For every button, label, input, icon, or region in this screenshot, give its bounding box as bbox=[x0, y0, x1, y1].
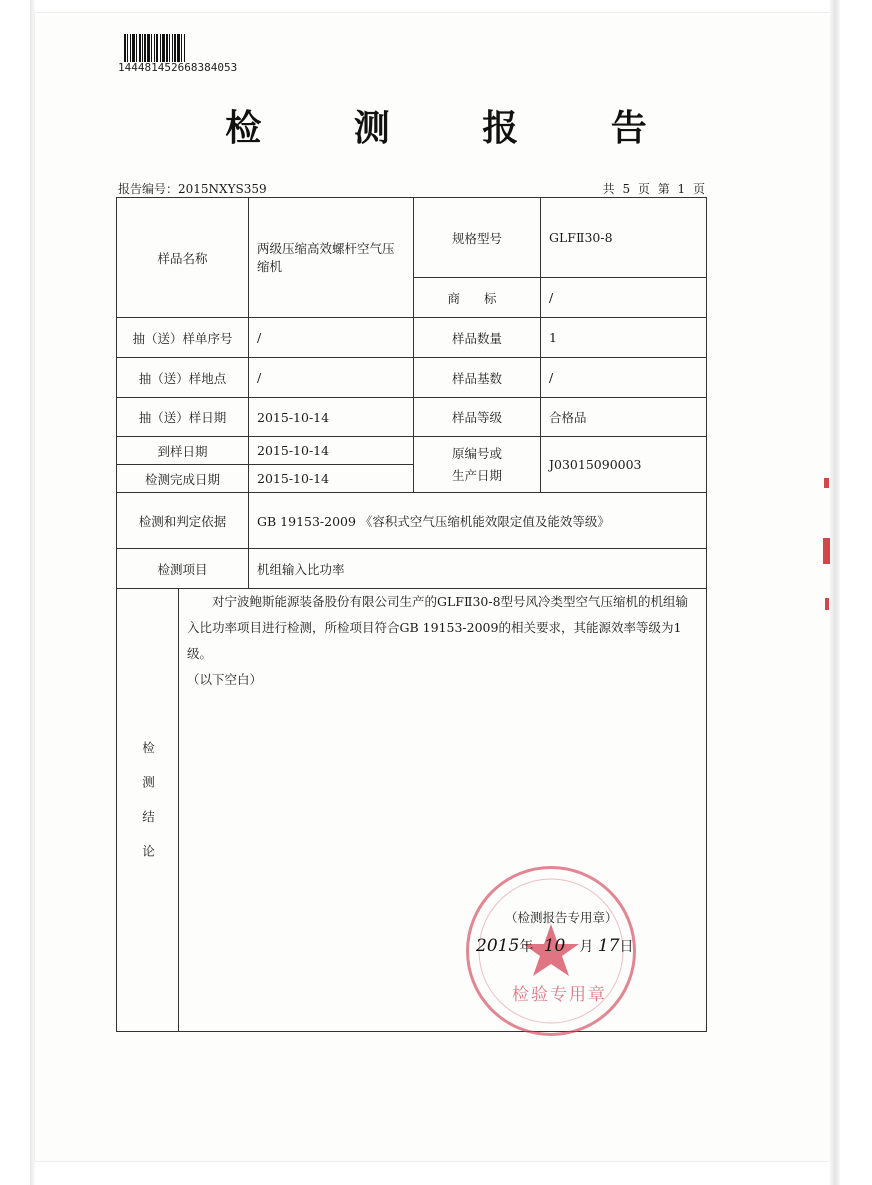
basis-label: 检测和判定依据 bbox=[117, 493, 249, 549]
report-number bbox=[118, 180, 267, 197]
done-value: 2015-10-14 bbox=[249, 465, 414, 493]
brand-label: 商 标 bbox=[414, 278, 541, 318]
barcode bbox=[124, 34, 236, 62]
done-label: 检测完成日期 bbox=[117, 465, 249, 493]
qty-value: 1 bbox=[541, 318, 707, 358]
seq-label: 抽（送）样单序号 bbox=[117, 318, 249, 358]
orig-label bbox=[414, 437, 541, 493]
date-day-char: 日 bbox=[619, 939, 634, 955]
sample-date-value: 2015-10-14 bbox=[249, 398, 414, 437]
signing-date bbox=[476, 936, 633, 956]
report-number-label: 报告编号： bbox=[118, 182, 179, 196]
conclusion-label-cell bbox=[117, 589, 179, 1032]
orig-label-line2: 生产日期 bbox=[452, 467, 503, 483]
barcode-number: 1444814526683840​53 bbox=[118, 61, 238, 74]
grade-value: 合格品 bbox=[541, 398, 707, 437]
place-value: / bbox=[249, 358, 414, 398]
brand-value: / bbox=[541, 278, 707, 318]
qty-label: 样品数量 bbox=[414, 318, 541, 358]
red-edge-marks bbox=[820, 478, 832, 638]
model-value: GLFⅡ30-8 bbox=[541, 198, 707, 278]
date-month-char: 月 bbox=[579, 939, 594, 955]
sample-name-value: 两级压缩高效螺杆空气压缩机 bbox=[249, 198, 414, 318]
model-label: 规格型号 bbox=[414, 198, 541, 278]
place-label: 抽（送）样地点 bbox=[117, 358, 249, 398]
seq-value: / bbox=[249, 318, 414, 358]
date-day: 17 bbox=[597, 936, 620, 956]
item-value: 机组输入比功率 bbox=[249, 549, 707, 589]
sample-date-label: 抽（送）样日期 bbox=[117, 398, 249, 437]
page-info: 共 5 页 第 1 页 bbox=[602, 182, 705, 196]
conclusion-label: 检测结论 bbox=[140, 741, 156, 879]
base-label: 样品基数 bbox=[414, 358, 541, 398]
report-number-value: 2015NXYS359 bbox=[178, 182, 267, 196]
arrive-value: 2015-10-14 bbox=[249, 437, 414, 465]
seal-subtext: 检验专用章 bbox=[512, 985, 607, 1005]
sample-name-label: 样品名称 bbox=[117, 198, 249, 318]
item-label: 检测项目 bbox=[117, 549, 249, 589]
date-month: 10 bbox=[543, 936, 566, 956]
arrive-label: 到样日期 bbox=[117, 437, 249, 465]
orig-label-line1: 原编号或 bbox=[452, 445, 503, 461]
conclusion-blank-note: （以下空白） bbox=[187, 672, 263, 687]
conclusion-text: 对宁波鲍斯能源装备股份有限公司生产的GLFⅡ30-8型号风冷类型空气压缩机的机组输入比功率项目进行检测，所检项目符合GB 19153-2009的相关要求，其能源效率等级为1级。 bbox=[187, 594, 689, 661]
date-year-char: 年 bbox=[519, 939, 534, 955]
stamp-caption: （检测报告专用章） bbox=[505, 910, 618, 925]
basis-value: GB 19153-2009 《容积式空气压缩机能效限定值及能效等级》 bbox=[249, 493, 707, 549]
report-title: 检 测 报 告 bbox=[225, 107, 687, 149]
orig-value: J03015090003 bbox=[541, 437, 707, 493]
grade-label: 样品等级 bbox=[414, 398, 541, 437]
date-year: 2015 bbox=[476, 936, 520, 956]
base-value: / bbox=[541, 358, 707, 398]
barcode-bar bbox=[185, 34, 187, 62]
